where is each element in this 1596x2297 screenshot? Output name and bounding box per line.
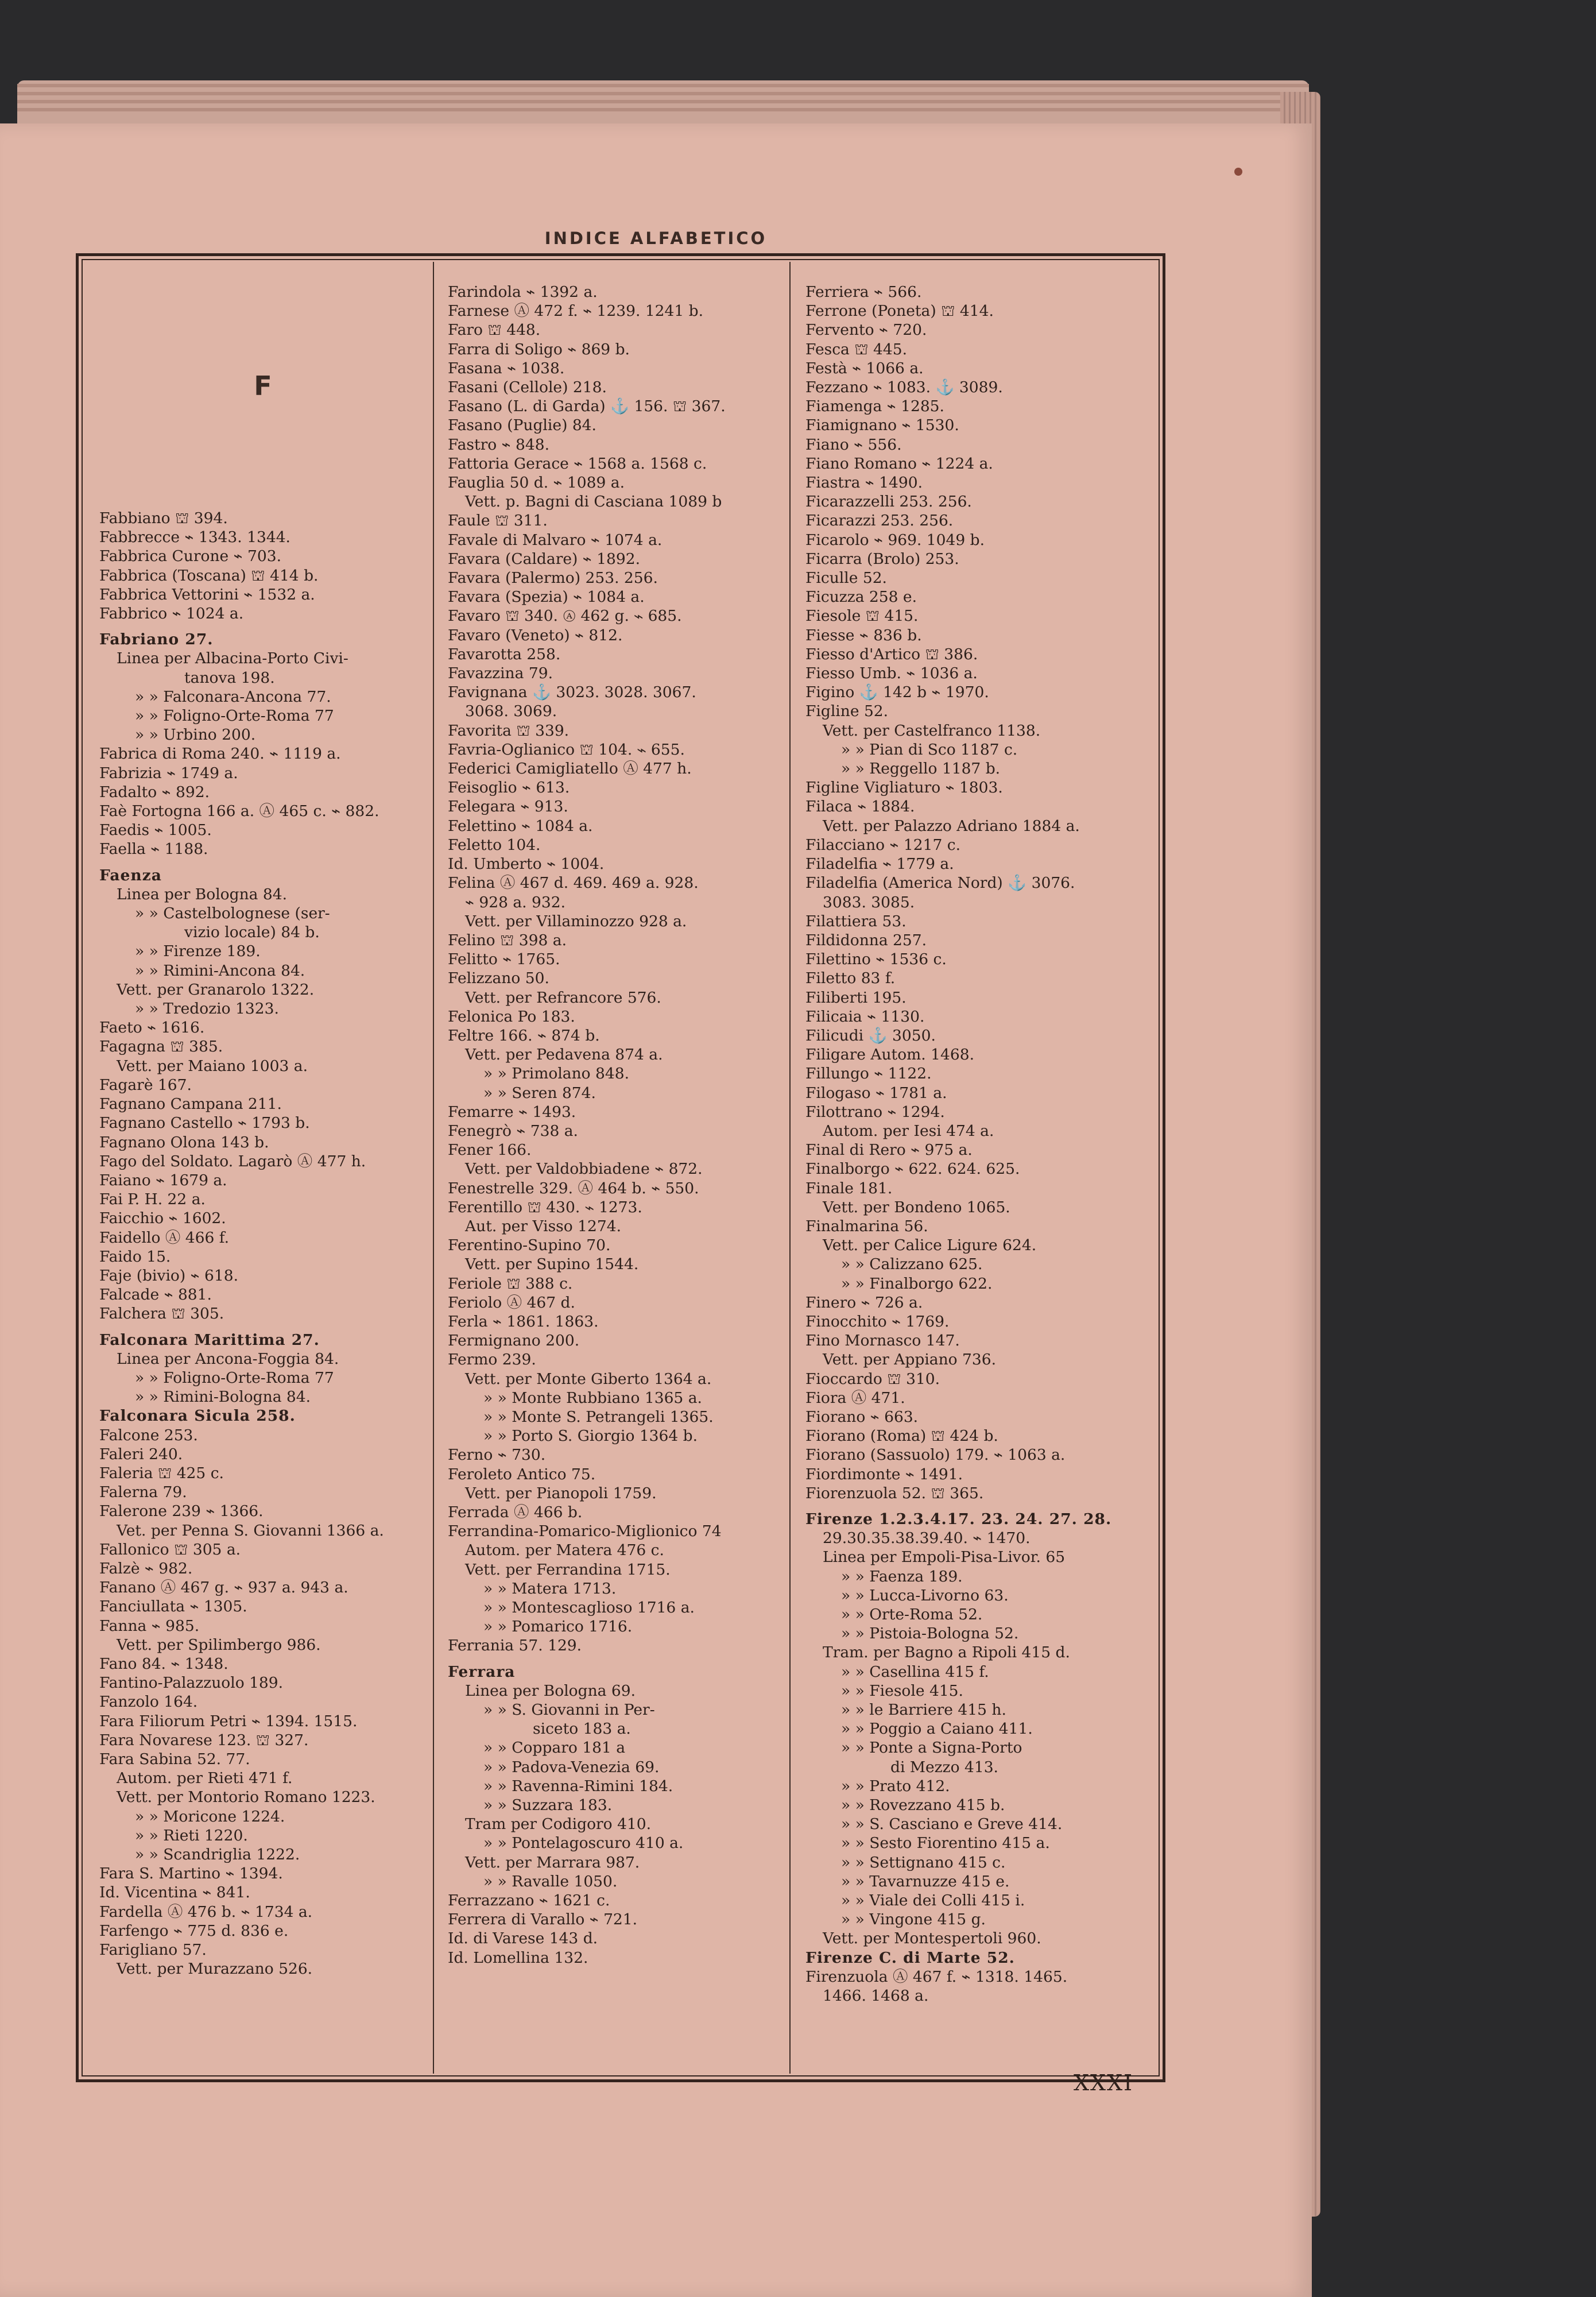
index-entry: Feroleto Antico 75. xyxy=(448,1465,596,1483)
index-entry: Fabrizia ⌁ 1749 a. xyxy=(99,764,238,782)
index-entry: Vett. per Supino 1544. xyxy=(465,1255,639,1274)
index-entry: Farra di Soligo ⌁ 869 b. xyxy=(448,340,630,358)
index-entry: Fiordimonte ⌁ 1491. xyxy=(805,1465,963,1483)
index-entry: » » le Barriere 415 h. xyxy=(841,1701,1006,1719)
index-entry: Fiesso d'Artico ⛫ 386. xyxy=(805,645,978,663)
index-entry: Fastro ⌁ 848. xyxy=(448,435,550,454)
index-entry: Filetto 83 f. xyxy=(805,969,896,988)
index-entry: Vett. per Calice Ligure 624. xyxy=(823,1236,1037,1255)
index-entry: Ferla ⌁ 1861. 1863. xyxy=(448,1312,599,1331)
index-entry: » » Fiesole 415. xyxy=(841,1681,963,1700)
index-entry: Vett. per Bondeno 1065. xyxy=(823,1198,1010,1216)
index-column-1 xyxy=(99,262,427,1978)
index-entry: Figline 52. xyxy=(805,702,889,721)
index-entry: Tram. per Bagno a Ripoli 415 d. xyxy=(823,1644,1070,1662)
index-entry: Fiamenga ⌁ 1285. xyxy=(805,397,944,416)
index-entry: Filiberti 195. xyxy=(805,988,907,1007)
index-entry: Faleri 240. xyxy=(99,1445,183,1463)
index-entry: » » Ravenna-Rimini 184. xyxy=(483,1777,673,1795)
index-entry: » » Foligno-Orte-Roma 77 xyxy=(135,707,334,725)
index-entry: » » Matera 1713. xyxy=(483,1579,617,1598)
index-column-3 xyxy=(805,283,1150,2005)
index-entry: Falconara Marittima 27. xyxy=(99,1331,320,1349)
index-entry: Fermignano 200. xyxy=(448,1332,580,1350)
index-entry: Favria-Oglianico ⛫ 104. ⌁ 655. xyxy=(448,740,685,759)
index-entry: Ferrania 57. 129. xyxy=(448,1637,582,1655)
index-entry: » » Ponte a Signa-Porto xyxy=(841,1739,1022,1757)
index-entry: Fesca ⛫ 445. xyxy=(805,340,908,358)
index-entry: » » S. Casciano e Greve 414. xyxy=(841,1815,1063,1834)
column-separator xyxy=(789,262,791,2074)
index-entry: » » Viale dei Colli 415 i. xyxy=(841,1892,1025,1910)
index-entry: Vett. per Pianopoli 1759. xyxy=(465,1484,657,1502)
index-entry: » » Pistoia-Bologna 52. xyxy=(841,1625,1019,1643)
index-entry: Feletto 104. xyxy=(448,836,541,854)
index-entry: Felitto ⌁ 1765. xyxy=(448,950,560,969)
index-entry: Farindola ⌁ 1392 a. xyxy=(448,283,598,301)
index-entry: Vett. per Refrancore 576. xyxy=(465,988,661,1007)
index-entry: » » Rieti 1220. xyxy=(135,1826,248,1844)
index-entry: Felizzano 50. xyxy=(448,969,549,988)
index-entry: » » Tavarnuzze 415 e. xyxy=(841,1872,1010,1890)
column-separator xyxy=(433,262,434,2074)
index-entry: siceto 183 a. xyxy=(533,1720,631,1738)
index-entry: Felegara ⌁ 913. xyxy=(448,798,568,816)
index-entry: Favaro (Veneto) ⌁ 812. xyxy=(448,626,623,644)
index-entry: Finalmarina 56. xyxy=(805,1217,928,1235)
index-entry: » » Pontelagoscuro 410 a. xyxy=(483,1834,684,1853)
index-entry: Fioccardo ⛫ 310. xyxy=(805,1370,940,1388)
index-entry: Filattiera 53. xyxy=(805,912,907,930)
index-entry: Feisoglio ⌁ 613. xyxy=(448,779,570,797)
index-entry: Vett. per Murazzano 526. xyxy=(117,1960,313,1978)
index-entry: Fiora Ⓐ 471. xyxy=(805,1389,905,1407)
index-entry: Finero ⌁ 726 a. xyxy=(805,1293,923,1312)
index-entry: » » Finalborgo 622. xyxy=(841,1274,993,1293)
index-entry: Firenze C. di Marte 52. xyxy=(805,1948,1015,1967)
index-entry: Ficarolo ⌁ 969. 1049 b. xyxy=(805,531,985,549)
index-entry: Ficarra (Brolo) 253. xyxy=(805,550,959,568)
index-entry: Fara S. Martino ⌁ 1394. xyxy=(99,1865,283,1883)
index-entry: » » Rimini-Bologna 84. xyxy=(135,1388,311,1406)
index-entry: Faleria ⛫ 425 c. xyxy=(99,1464,224,1482)
index-entry: Ferentino-Supino 70. xyxy=(448,1236,611,1255)
index-entry: Fabbiano ⛫ 394. xyxy=(99,509,228,527)
index-entry: Filettino ⌁ 1536 c. xyxy=(805,950,947,969)
index-entry: Fago del Soldato. Lagarò Ⓐ 477 h. xyxy=(99,1152,366,1170)
index-entry: Fara Sabina 52. 77. xyxy=(99,1750,250,1768)
index-entry: Filadelfia ⌁ 1779 a. xyxy=(805,855,954,873)
index-entry: Fabrica di Roma 240. ⌁ 1119 a. xyxy=(99,745,341,763)
index-entry: » » Primolano 848. xyxy=(483,1065,630,1083)
index-entry: Falerna 79. xyxy=(99,1483,187,1502)
index-entry: » » Ravalle 1050. xyxy=(483,1872,618,1890)
index-entry: Firenze 1.2.3.4.17. 23. 24. 27. 28. xyxy=(805,1510,1112,1528)
index-entry: Fantino-Palazzuolo 189. xyxy=(99,1674,284,1692)
index-entry: Aut. per Visso 1274. xyxy=(465,1217,622,1235)
index-entry: Linea per Albacina-Porto Civi- xyxy=(117,649,348,668)
index-entry: Fardella Ⓐ 476 b. ⌁ 1734 a. xyxy=(99,1902,313,1921)
index-entry: Ferrera di Varallo ⌁ 721. xyxy=(448,1911,638,1929)
index-column-2 xyxy=(448,283,784,1967)
index-entry: Vett. per Spilimbergo 986. xyxy=(117,1635,321,1654)
index-entry: Id. Lomellina 132. xyxy=(448,1948,588,1967)
index-entry: » » Monte Rubbiano 1365 a. xyxy=(483,1389,702,1407)
index-entry: Vett. p. Bagni di Casciana 1089 b xyxy=(465,493,722,511)
index-entry: Vett. per Palazzo Adriano 1884 a. xyxy=(823,817,1080,835)
index-entry: Ferno ⌁ 730. xyxy=(448,1446,546,1464)
index-entry: Fiorano (Roma) ⛫ 424 b. xyxy=(805,1427,998,1445)
index-entry: Filigare Autom. 1468. xyxy=(805,1046,974,1064)
index-entry: Favara (Caldare) ⌁ 1892. xyxy=(448,550,641,568)
index-entry: Vett. per Appiano 736. xyxy=(823,1351,997,1369)
index-entry: » » Calizzano 625. xyxy=(841,1255,983,1274)
index-entry: Ferrara xyxy=(448,1662,516,1681)
index-entry: Autom. per Matera 476 c. xyxy=(465,1541,664,1560)
page-edge xyxy=(17,108,1309,111)
index-entry: 29.30.35.38.39.40. ⌁ 1470. xyxy=(823,1529,1031,1548)
index-entry: Ficarazzi 253. 256. xyxy=(805,512,954,530)
index-entry: Ficuzza 258 e. xyxy=(805,588,917,606)
index-entry: Fener 166. xyxy=(448,1141,532,1159)
index-entry: Felino ⛫ 398 a. xyxy=(448,931,567,949)
section-letter: F xyxy=(254,370,272,401)
index-entry: Fagnano Olona 143 b. xyxy=(99,1133,269,1151)
index-entry: Feriole ⛫ 388 c. xyxy=(448,1274,573,1293)
index-entry: Feriolo Ⓐ 467 d. xyxy=(448,1293,575,1312)
index-entry: Fasano (L. di Garda) ⚓ 156. ⛫ 367. xyxy=(448,397,726,416)
index-entry: » » Rimini-Ancona 84. xyxy=(135,961,305,980)
index-entry: » » Copparo 181 a xyxy=(483,1739,626,1757)
index-entry: 3083. 3085. xyxy=(823,893,915,911)
index-entry: Filottrano ⌁ 1294. xyxy=(805,1103,945,1121)
index-entry: Falcone 253. xyxy=(99,1426,198,1444)
index-entry: Fanzolo 164. xyxy=(99,1693,198,1711)
index-entry: Fabbrica Vettorini ⌁ 1532 a. xyxy=(99,585,315,604)
index-entry: Faido 15. xyxy=(99,1247,171,1266)
index-entry: » » Montescaglioso 1716 a. xyxy=(483,1599,695,1617)
index-entry: » » Sesto Fiorentino 415 a. xyxy=(841,1834,1050,1853)
index-entry: Fabbrica (Toscana) ⛫ 414 b. xyxy=(99,566,319,585)
index-entry: Fiorenzuola 52. ⛫ 365. xyxy=(805,1484,984,1502)
index-entry: Ferrone (Poneta) ⛫ 414. xyxy=(805,302,994,320)
page-edge xyxy=(17,92,1309,95)
index-entry: Fabbrica Curone ⌁ 703. xyxy=(99,547,282,566)
index-entry: Filacciano ⌁ 1217 c. xyxy=(805,836,961,854)
index-entry: Fanciullata ⌁ 1305. xyxy=(99,1598,247,1616)
index-entry: Faule ⛫ 311. xyxy=(448,512,548,530)
index-entry: 3068. 3069. xyxy=(465,702,557,721)
page-edge xyxy=(17,84,1309,87)
index-entry: » » Reggello 1187 b. xyxy=(841,760,1001,778)
index-entry: Linea per Empoli-Pisa-Livor. 65 xyxy=(823,1548,1066,1567)
index-entry: » » Pian di Sco 1187 c. xyxy=(841,740,1018,759)
index-entry: Falcade ⌁ 881. xyxy=(99,1286,212,1304)
index-entry: Fanna ⌁ 985. xyxy=(99,1617,200,1635)
index-entry: » » Pomarico 1716. xyxy=(483,1618,633,1636)
index-entry: » » Faenza 189. xyxy=(841,1567,963,1586)
index-entry: » » Urbino 200. xyxy=(135,726,256,744)
index-entry: Faidello Ⓐ 466 f. xyxy=(99,1228,230,1247)
index-entry: » » S. Giovanni in Per- xyxy=(483,1701,655,1719)
index-entry: Vett. per Granarolo 1322. xyxy=(117,980,315,999)
index-entry: Felonica Po 183. xyxy=(448,1007,575,1026)
ink-spot xyxy=(1234,168,1242,176)
index-entry: Tram per Codigoro 410. xyxy=(465,1815,652,1834)
index-entry: Fadalto ⌁ 892. xyxy=(99,783,210,801)
index-entry: Faenza xyxy=(99,866,162,884)
index-entry: Favorita ⛫ 339. xyxy=(448,721,570,740)
index-entry: » » Firenze 189. xyxy=(135,942,261,961)
index-entry: Fasana ⌁ 1038. xyxy=(448,359,565,377)
index-entry: Vett. per Maiano 1003 a. xyxy=(117,1057,308,1075)
index-entry: Fabriano 27. xyxy=(99,631,214,649)
index-entry: Fiano Romano ⌁ 1224 a. xyxy=(805,454,993,473)
index-entry: Faro ⛫ 448. xyxy=(448,321,541,339)
index-entry: » » Casellina 415 f. xyxy=(841,1662,989,1681)
index-entry: Favale di Malvaro ⌁ 1074 a. xyxy=(448,531,663,549)
index-entry: » » Moricone 1224. xyxy=(135,1807,285,1826)
index-entry: Fildidonna 257. xyxy=(805,931,927,949)
index-entry: » » Poggio a Caiano 411. xyxy=(841,1720,1033,1738)
index-entry: Farigliano 57. xyxy=(99,1941,207,1959)
index-entry: Ficulle 52. xyxy=(805,569,887,587)
index-entry: » » Tredozio 1323. xyxy=(135,1000,279,1018)
index-entry: Figline Vigliaturo ⌁ 1803. xyxy=(805,779,1003,797)
index-entry: Vett. per Ferrandina 1715. xyxy=(465,1560,671,1579)
index-entry: » » Lucca-Livorno 63. xyxy=(841,1586,1009,1604)
index-entry: Fagnano Campana 211. xyxy=(99,1095,282,1113)
index-entry: Vett. per Castelfranco 1138. xyxy=(823,721,1041,740)
index-entry: Faeto ⌁ 1616. xyxy=(99,1019,205,1037)
index-entry: » » Scandriglia 1222. xyxy=(135,1846,300,1864)
index-entry: Vett. per Marrara 987. xyxy=(465,1853,640,1871)
index-entry: » » Porto S. Giorgio 1364 b. xyxy=(483,1427,698,1445)
index-entry: Finocchito ⌁ 1769. xyxy=(805,1312,950,1331)
index-entry: Fano 84. ⌁ 1348. xyxy=(99,1654,228,1673)
index-frame xyxy=(76,253,1165,2082)
index-entry: ⌁ 928 a. 932. xyxy=(465,893,566,911)
index-entry: Fino Mornasco 147. xyxy=(805,1332,960,1350)
index-entry: Favazzina 79. xyxy=(448,664,553,683)
index-entry: Favara (Spezia) ⌁ 1084 a. xyxy=(448,588,645,606)
index-entry: Faè Fortogna 166 a. Ⓐ 465 c. ⌁ 882. xyxy=(99,802,379,821)
index-entry: Vett. per Montorio Romano 1223. xyxy=(117,1788,375,1807)
index-entry: Fervento ⌁ 720. xyxy=(805,321,927,339)
index-entry: Fenestrelle 329. Ⓐ 464 b. ⌁ 550. xyxy=(448,1179,699,1197)
index-entry: Femarre ⌁ 1493. xyxy=(448,1103,576,1121)
index-entry: Id. di Varese 143 d. xyxy=(448,1929,598,1948)
index-entry: Vett. per Pedavena 874 a. xyxy=(465,1046,663,1064)
index-entry: » » Monte S. Petrangeli 1365. xyxy=(483,1407,714,1426)
index-entry: Faella ⌁ 1188. xyxy=(99,840,208,859)
index-entry: » » Orte-Roma 52. xyxy=(841,1606,983,1624)
index-entry: Vett. per Montespertoli 960. xyxy=(823,1929,1041,1948)
index-entry: Fanano Ⓐ 467 g. ⌁ 937 a. 943 a. xyxy=(99,1579,348,1597)
index-entry: Autom. per Rieti 471 f. xyxy=(117,1769,293,1788)
index-entry: Falconara Sicula 258. xyxy=(99,1407,296,1425)
index-entry: » » Foligno-Orte-Roma 77 xyxy=(135,1368,334,1387)
index-entry: Firenzuola Ⓐ 467 f. ⌁ 1318. 1465. xyxy=(805,1967,1068,1986)
index-entry: Id. Vicentina ⌁ 841. xyxy=(99,1884,250,1902)
index-entry: tanova 198. xyxy=(184,668,275,687)
running-head: INDICE ALFABETICO xyxy=(544,229,768,248)
index-entry: Fabbrecce ⌁ 1343. 1344. xyxy=(99,528,290,547)
index-entry: Ferrandina-Pomarico-Miglionico 74 xyxy=(448,1522,722,1541)
index-entry: Fiesse ⌁ 836 b. xyxy=(805,626,922,644)
index-entry: Fiastra ⌁ 1490. xyxy=(805,474,923,492)
index-entry: Fiorano ⌁ 663. xyxy=(805,1407,919,1426)
index-entry: Vett. per Villaminozzo 928 a. xyxy=(465,912,687,930)
index-entry: Favara (Palermo) 253. 256. xyxy=(448,569,658,587)
index-entry: Filicaia ⌁ 1130. xyxy=(805,1007,925,1026)
index-entry: Farnese Ⓐ 472 f. ⌁ 1239. 1241 b. xyxy=(448,302,704,320)
index-entry: » » Prato 412. xyxy=(841,1777,950,1795)
index-entry: Favarotta 258. xyxy=(448,645,561,663)
index-entry: Fiamignano ⌁ 1530. xyxy=(805,416,959,435)
index-entry: Falzè ⌁ 982. xyxy=(99,1559,193,1577)
index-entry: Feltre 166. ⌁ 874 b. xyxy=(448,1026,600,1045)
index-entry: Linea per Bologna 84. xyxy=(117,885,288,903)
index-entry: Id. Umberto ⌁ 1004. xyxy=(448,855,605,873)
index-entry: Favaro ⛫ 340. Ⓐ 462 g. ⌁ 685. xyxy=(448,607,682,625)
index-entry: » » Castelbolognese (ser- xyxy=(135,904,330,923)
index-entry: Fagarè 167. xyxy=(99,1076,192,1094)
index-entry: Fiano ⌁ 556. xyxy=(805,435,902,454)
index-entry: Faedis ⌁ 1005. xyxy=(99,821,212,840)
index-entry: Fai P. H. 22 a. xyxy=(99,1190,206,1209)
index-entry: Fillungo ⌁ 1122. xyxy=(805,1065,932,1083)
index-entry: Fauglia 50 d. ⌁ 1089 a. xyxy=(448,474,625,492)
index-entry: Fabbrico ⌁ 1024 a. xyxy=(99,605,244,623)
index-entry: Fattoria Gerace ⌁ 1568 a. 1568 c. xyxy=(448,454,707,473)
index-entry: Fallonico ⛫ 305 a. xyxy=(99,1540,241,1559)
index-entry: 1466. 1468 a. xyxy=(823,1987,929,2005)
index-entry: Linea per Bologna 69. xyxy=(465,1681,636,1700)
index-entry: » » Seren 874. xyxy=(483,1084,596,1102)
index-entry: Filicudi ⚓ 3050. xyxy=(805,1026,936,1045)
index-entry: Federici Camigliatello Ⓐ 477 h. xyxy=(448,760,692,778)
index-entry: Vet. per Penna S. Giovanni 1366 a. xyxy=(117,1521,384,1540)
index-entry: Farfengo ⌁ 775 d. 836 e. xyxy=(99,1921,289,1940)
index-entry: » » Rovezzano 415 b. xyxy=(841,1796,1005,1815)
index-entry: » » Falconara-Ancona 77. xyxy=(135,687,331,706)
index-entry: Favignana ⚓ 3023. 3028. 3067. xyxy=(448,683,696,702)
index-entry: Falerone 239 ⌁ 1366. xyxy=(99,1502,264,1521)
index-entry: Fagnano Castello ⌁ 1793 b. xyxy=(99,1114,310,1132)
index-entry: Finale 181. xyxy=(805,1179,893,1197)
index-entry: Faicchio ⌁ 1602. xyxy=(99,1209,226,1228)
index-entry: Fiesso Umb. ⌁ 1036 a. xyxy=(805,664,978,683)
index-entry: Ficarazzelli 253. 256. xyxy=(805,493,972,511)
index-entry: Fiorano (Sassuolo) 179. ⌁ 1063 a. xyxy=(805,1446,1066,1464)
index-entry: Festà ⌁ 1066 a. xyxy=(805,359,924,377)
index-entry: Faje (bivio) ⌁ 618. xyxy=(99,1266,239,1285)
index-entry: Ferrazzano ⌁ 1621 c. xyxy=(448,1892,610,1910)
index-entry: Fermo 239. xyxy=(448,1351,536,1369)
index-entry: » » Vingone 415 g. xyxy=(841,1911,986,1929)
index-entry: Finalborgo ⌁ 622. 624. 625. xyxy=(805,1160,1020,1178)
index-entry: Linea per Ancona-Foggia 84. xyxy=(117,1349,339,1368)
index-entry: Fasani (Cellole) 218. xyxy=(448,378,607,397)
index-entry: Vett. per Valdobbiadene ⌁ 872. xyxy=(465,1160,703,1178)
page-edge xyxy=(17,100,1309,103)
index-entry: Fagagna ⛫ 385. xyxy=(99,1038,223,1056)
index-entry: » » Settignano 415 c. xyxy=(841,1853,1006,1871)
index-entry: Vett. per Monte Giberto 1364 a. xyxy=(465,1370,712,1388)
index-entry: » » Padova-Venezia 69. xyxy=(483,1758,660,1776)
index-entry: Ferriera ⌁ 566. xyxy=(805,283,922,301)
page-number: XXXI xyxy=(1074,2070,1134,2095)
index-entry: Felettino ⌁ 1084 a. xyxy=(448,817,593,835)
index-entry: Fezzano ⌁ 1083. ⚓ 3089. xyxy=(805,378,1003,397)
index-entry: Fara Filiorum Petri ⌁ 1394. 1515. xyxy=(99,1712,358,1730)
index-entry: Fiesole ⛫ 415. xyxy=(805,607,919,625)
index-entry: Fasano (Puglie) 84. xyxy=(448,416,596,435)
index-entry: Final di Rero ⌁ 975 a. xyxy=(805,1141,973,1159)
index-entry: vizio locale) 84 b. xyxy=(184,923,320,942)
index-entry: Filogaso ⌁ 1781 a. xyxy=(805,1084,947,1102)
index-entry: Felina Ⓐ 467 d. 469. 469 a. 928. xyxy=(448,874,699,892)
index-entry: di Mezzo 413. xyxy=(890,1758,998,1776)
index-entry: Ferrada Ⓐ 466 b. xyxy=(448,1503,583,1521)
index-entry: Ferentillo ⛫ 430. ⌁ 1273. xyxy=(448,1198,642,1216)
index-entry: Fara Novarese 123. ⛫ 327. xyxy=(99,1731,309,1749)
index-entry: Fenegrò ⌁ 738 a. xyxy=(448,1122,578,1140)
index-entry: Faiano ⌁ 1679 a. xyxy=(99,1171,227,1189)
index-entry: Filaca ⌁ 1884. xyxy=(805,798,915,816)
index-entry: » » Suzzara 183. xyxy=(483,1796,613,1815)
index-entry: Filadelfia (America Nord) ⚓ 3076. xyxy=(805,874,1075,892)
index-entry: Falchera ⛫ 305. xyxy=(99,1305,224,1323)
index-entry: Figino ⚓ 142 b ⌁ 1970. xyxy=(805,683,989,702)
index-entry: Autom. per Iesi 474 a. xyxy=(823,1122,994,1140)
